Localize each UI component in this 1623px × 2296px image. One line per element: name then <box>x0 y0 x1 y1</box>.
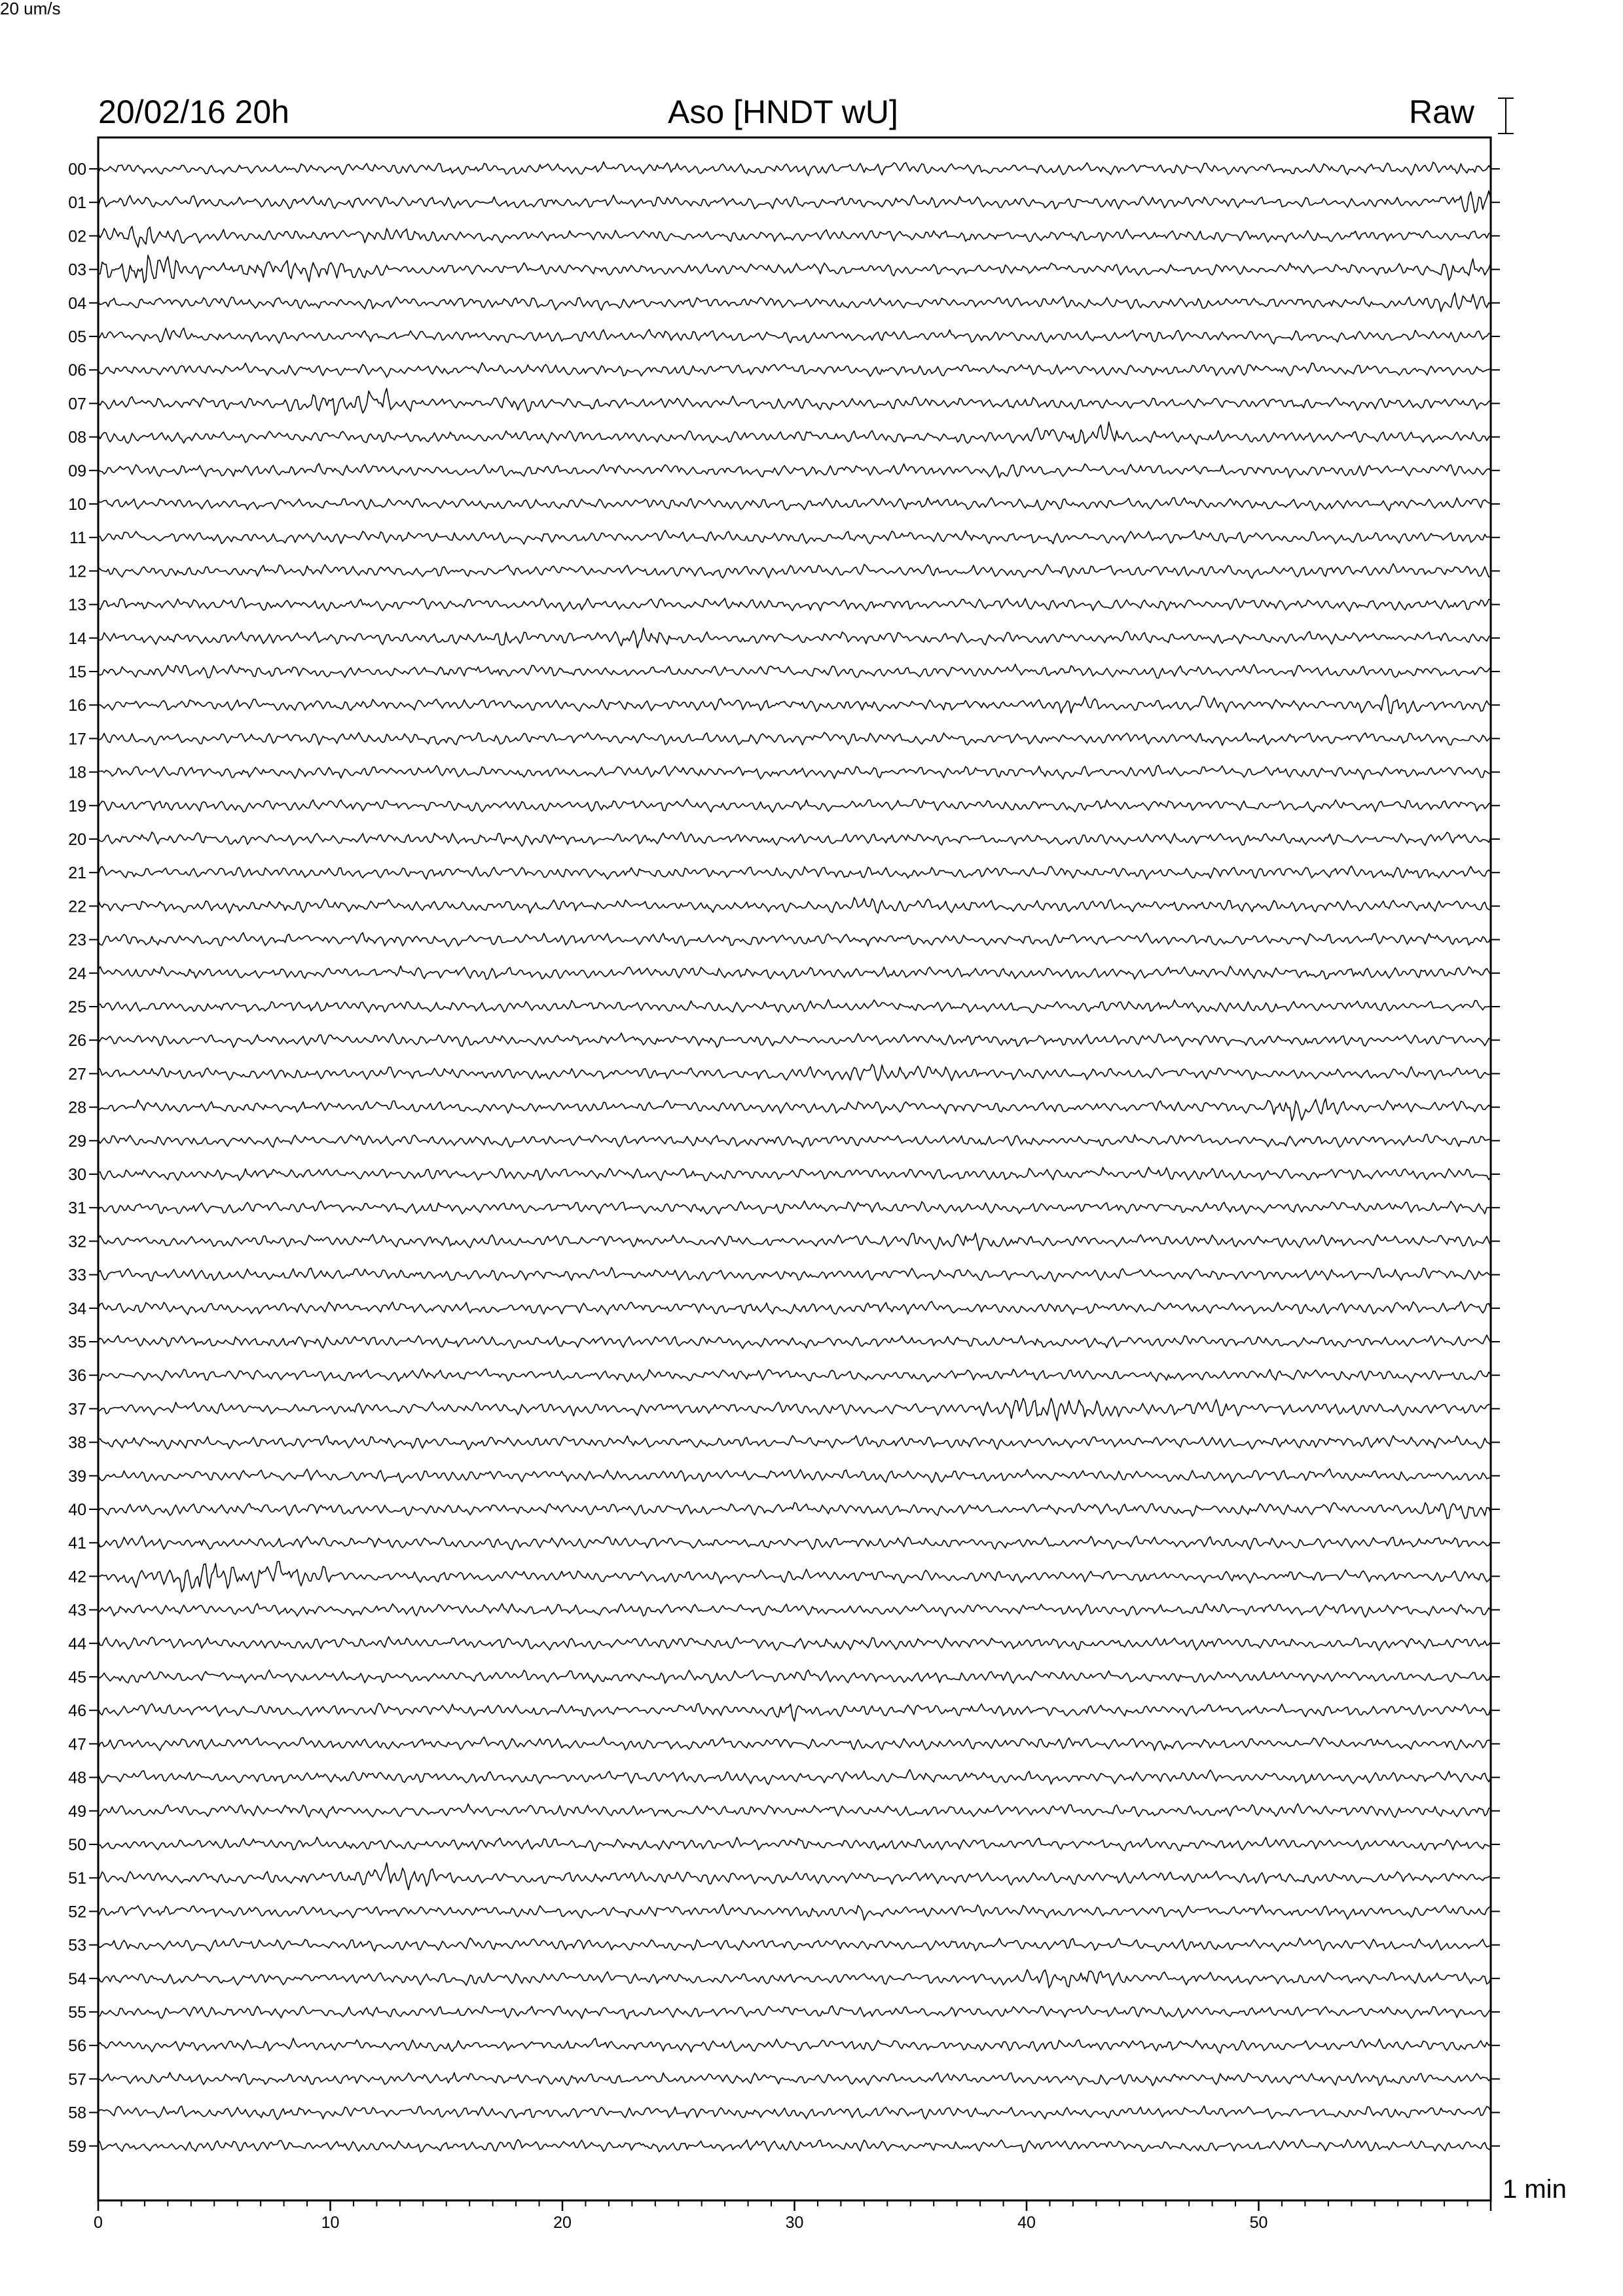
trace-row-54 <box>98 1969 1491 1988</box>
trace-row-22 <box>98 897 1491 913</box>
trace-row-36 <box>98 1369 1491 1382</box>
row-label: 27 <box>68 1065 86 1084</box>
chart-title: Aso [HNDT wU] <box>668 94 898 130</box>
trace-row-55 <box>98 2006 1491 2019</box>
row-label: 31 <box>68 1199 86 1218</box>
row-label: 35 <box>68 1333 86 1352</box>
row-label: 32 <box>68 1232 86 1251</box>
trace-row-42 <box>98 1562 1491 1592</box>
row-label: 22 <box>68 897 86 916</box>
row-label: 11 <box>69 529 86 548</box>
trace-row-05 <box>98 328 1491 344</box>
trace-row-06 <box>98 363 1491 377</box>
trace-group <box>98 162 1491 2152</box>
trace-row-33 <box>98 1268 1491 1282</box>
row-label: 21 <box>68 864 86 883</box>
trace-row-50 <box>98 1837 1491 1851</box>
trace-row-53 <box>98 1938 1491 1951</box>
trace-row-32 <box>98 1233 1491 1251</box>
x-axis-unit-label: 1 min <box>1503 2175 1567 2204</box>
trace-row-18 <box>98 765 1491 780</box>
trace-row-23 <box>98 933 1491 947</box>
row-label: 37 <box>68 1400 86 1419</box>
trace-row-30 <box>98 1167 1491 1180</box>
trace-row-09 <box>98 463 1491 478</box>
row-label: 33 <box>68 1266 86 1285</box>
trace-row-31 <box>98 1201 1491 1214</box>
row-label: 48 <box>68 1768 86 1787</box>
row-label: 50 <box>68 1836 86 1854</box>
trace-row-19 <box>98 799 1491 812</box>
row-label: 12 <box>68 562 86 581</box>
row-label: 09 <box>68 461 86 480</box>
trace-row-46 <box>98 1703 1491 1721</box>
trace-row-37 <box>98 1398 1491 1421</box>
trace-row-29 <box>98 1134 1491 1147</box>
row-label: 58 <box>68 2104 86 2123</box>
x-axis <box>94 2200 1491 2232</box>
row-label: 54 <box>68 1969 86 1988</box>
trace-row-59 <box>98 2140 1491 2152</box>
row-label: 43 <box>68 1601 86 1620</box>
trace-row-58 <box>98 2106 1491 2120</box>
row-label: 34 <box>68 1299 86 1318</box>
chart-mode-label: Raw <box>1408 94 1474 130</box>
x-tick-label: 30 <box>785 2214 804 2232</box>
row-label: 01 <box>68 194 86 213</box>
trace-row-43 <box>98 1604 1491 1617</box>
row-label: 40 <box>68 1501 86 1519</box>
row-label: 55 <box>68 2003 86 2022</box>
trace-row-04 <box>98 293 1491 312</box>
trace-row-07 <box>98 389 1491 416</box>
x-tick-label: 20 <box>553 2214 572 2232</box>
row-label: 30 <box>68 1166 86 1184</box>
row-label: 44 <box>68 1634 86 1653</box>
row-label: 02 <box>68 227 86 246</box>
trace-row-25 <box>98 999 1491 1013</box>
amplitude-scale-bar <box>1498 98 1514 134</box>
row-label: 41 <box>68 1534 86 1553</box>
row-label: 57 <box>68 2070 86 2089</box>
row-label: 23 <box>68 931 86 950</box>
trace-row-51 <box>98 1863 1491 1890</box>
trace-row-00 <box>98 162 1491 175</box>
trace-row-40 <box>98 1503 1491 1518</box>
trace-row-45 <box>98 1670 1491 1683</box>
row-label-group <box>68 160 1500 2156</box>
row-label: 47 <box>68 1735 86 1754</box>
trace-row-57 <box>98 2072 1491 2085</box>
trace-row-34 <box>98 1301 1491 1314</box>
trace-row-49 <box>98 1804 1491 1818</box>
row-label: 42 <box>68 1568 86 1587</box>
row-label: 18 <box>68 763 86 782</box>
row-label: 49 <box>68 1802 86 1821</box>
trace-row-17 <box>98 732 1491 745</box>
row-label: 59 <box>68 2137 86 2156</box>
trace-row-41 <box>98 1536 1491 1550</box>
row-label: 53 <box>68 1936 86 1955</box>
trace-row-11 <box>98 530 1491 544</box>
trace-row-56 <box>98 2038 1491 2053</box>
row-label: 14 <box>68 629 86 648</box>
x-tick-label: 50 <box>1249 2214 1268 2232</box>
trace-row-52 <box>98 1905 1491 1921</box>
x-tick-label: 10 <box>321 2214 340 2232</box>
trace-row-27 <box>98 1064 1491 1081</box>
trace-row-02 <box>98 226 1491 247</box>
row-label: 46 <box>68 1702 86 1721</box>
row-label: 52 <box>68 1903 86 1922</box>
trace-row-10 <box>98 497 1491 511</box>
trace-row-47 <box>98 1737 1491 1751</box>
row-label: 24 <box>68 964 86 983</box>
trace-row-26 <box>98 1033 1491 1048</box>
row-label: 36 <box>68 1367 86 1386</box>
row-label: 26 <box>68 1031 86 1050</box>
trace-row-39 <box>98 1469 1491 1482</box>
trace-row-38 <box>98 1435 1491 1449</box>
x-tick-label: 0 <box>94 2214 103 2232</box>
amplitude-scale-label: 20 um/s <box>0 0 61 18</box>
trace-row-01 <box>98 191 1491 213</box>
row-label: 25 <box>68 998 86 1016</box>
trace-row-28 <box>98 1099 1491 1121</box>
row-label: 56 <box>68 2037 86 2056</box>
row-label: 39 <box>68 1467 86 1486</box>
row-label: 19 <box>68 797 86 816</box>
trace-row-16 <box>98 695 1491 714</box>
trace-row-21 <box>98 866 1491 879</box>
trace-row-12 <box>98 564 1491 578</box>
row-label: 28 <box>68 1098 86 1117</box>
row-label: 51 <box>68 1869 86 1888</box>
row-label: 13 <box>68 596 86 615</box>
row-label: 05 <box>68 328 86 346</box>
trace-row-48 <box>98 1770 1491 1785</box>
x-tick-label: 40 <box>1017 2214 1036 2232</box>
row-label: 20 <box>68 831 86 849</box>
row-label: 04 <box>68 294 86 313</box>
row-label: 07 <box>68 395 86 414</box>
row-label: 15 <box>68 663 86 681</box>
row-label: 17 <box>68 730 86 749</box>
trace-row-24 <box>98 966 1491 979</box>
trace-row-35 <box>98 1335 1491 1349</box>
trace-row-03 <box>98 255 1491 283</box>
chart-date-label: 20/02/16 20h <box>98 94 289 130</box>
row-label: 29 <box>68 1132 86 1151</box>
row-label: 10 <box>68 495 86 514</box>
row-label: 45 <box>68 1668 86 1687</box>
row-label: 00 <box>68 160 86 179</box>
trace-row-20 <box>98 832 1491 846</box>
trace-row-15 <box>98 664 1491 679</box>
plot-frame <box>98 137 1491 2200</box>
trace-row-14 <box>98 628 1491 648</box>
row-label: 38 <box>68 1433 86 1452</box>
row-label: 03 <box>68 260 86 279</box>
row-label: 08 <box>68 428 86 447</box>
trace-row-08 <box>98 422 1491 444</box>
trace-row-13 <box>98 598 1491 611</box>
trace-row-44 <box>98 1637 1491 1651</box>
row-label: 16 <box>68 696 86 715</box>
row-label: 06 <box>68 361 86 380</box>
